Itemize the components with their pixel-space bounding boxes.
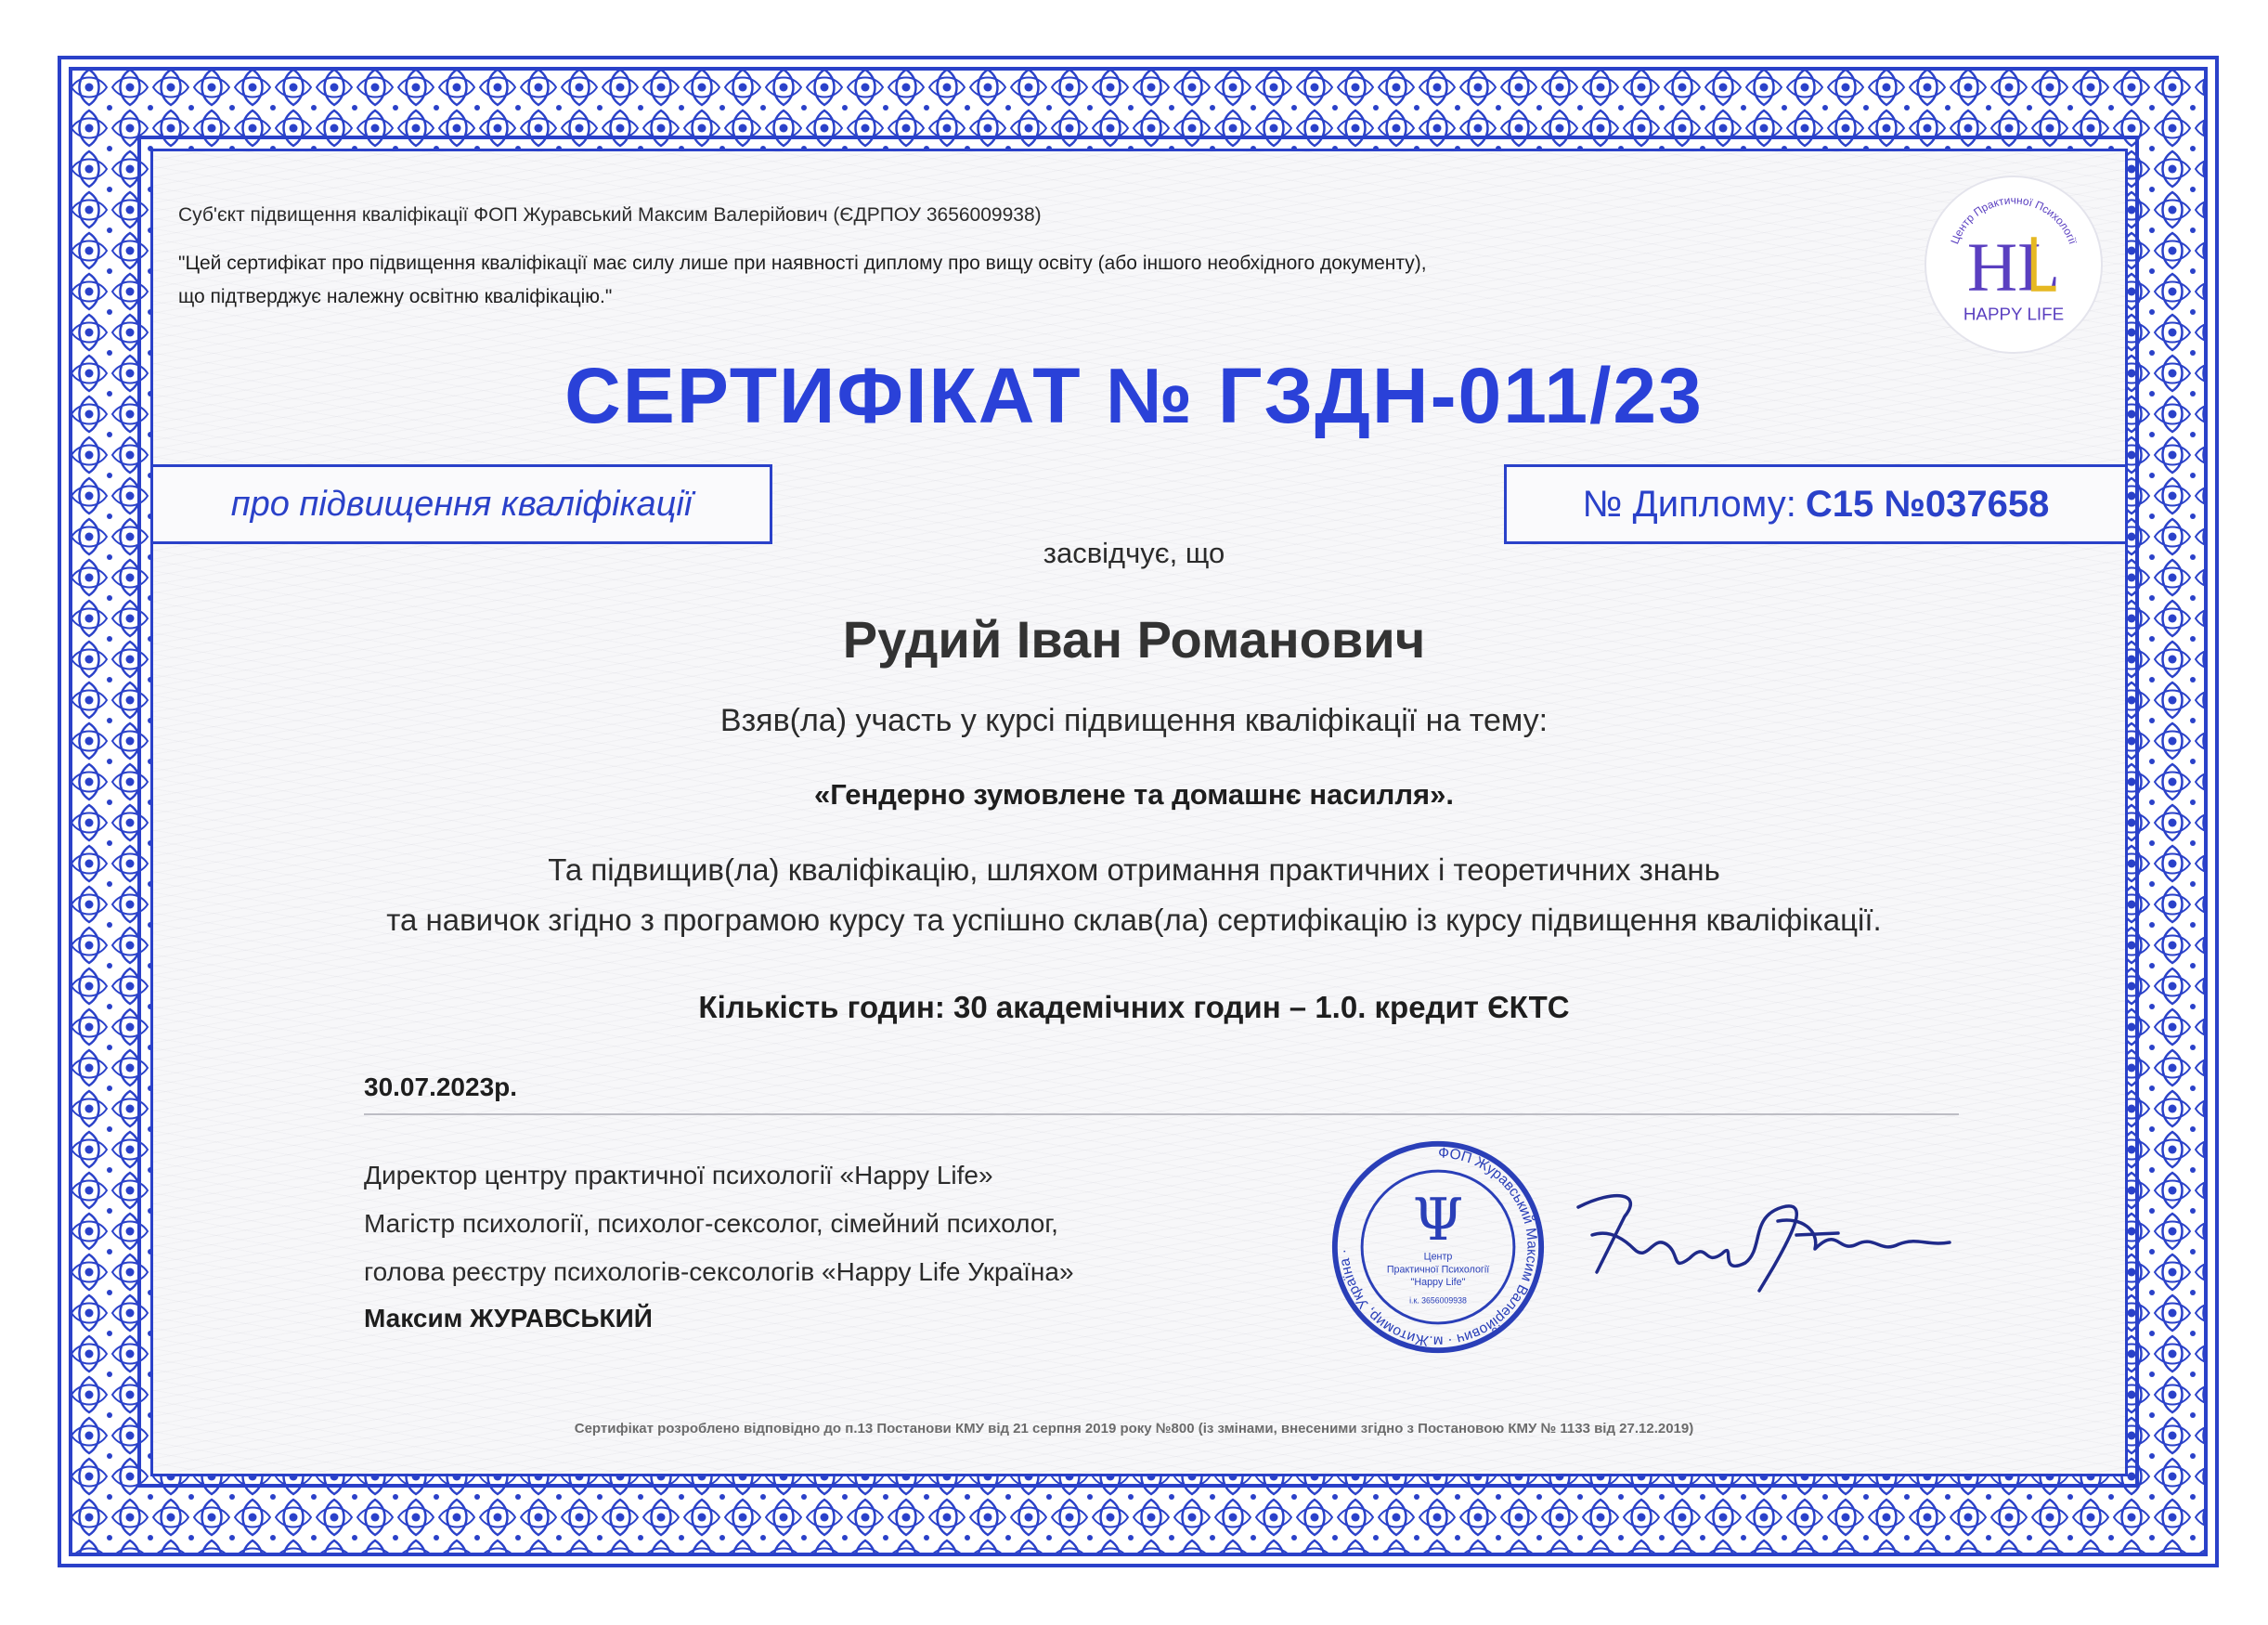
director-title-line-1: Директор центру практичної психології «Happy Life» bbox=[364, 1161, 993, 1190]
diploma-number-box bbox=[1504, 464, 2128, 544]
course-topic: «Гендерно зумовлене та домашнє насилля». bbox=[814, 778, 1454, 811]
issue-date: 30.07.2023р. bbox=[364, 1072, 518, 1101]
director-title-line-2: Магістр психології, психолог-сексолог, сімейний психолог, bbox=[364, 1209, 1058, 1238]
certifies-text: засвідчує, що bbox=[1043, 537, 1225, 569]
recipient-name: Рудий Іван Романович bbox=[842, 610, 1426, 669]
diploma-label: № Диплому: bbox=[1582, 483, 1796, 525]
validity-note bbox=[178, 247, 1427, 314]
certificate-title: СЕРТИФІКАТ № ГЗДН-011/23 bbox=[564, 352, 1704, 439]
diploma-number: С15 №037658 bbox=[1805, 483, 2050, 525]
logo-ring-text: Центр Практичної Психології bbox=[1948, 193, 2080, 246]
issuer-subject-text: Суб'єкт підвищення кваліфікації ФОП Журавський Максим Валерійович (ЄДРПОУ 3656009938) bbox=[178, 204, 1042, 226]
body-text-line-1: Та підвищив(ла) кваліфікацію, шляхом отримання практичних і теоретичних знань bbox=[548, 852, 1720, 887]
psi-symbol-icon: Ψ bbox=[1412, 1186, 1464, 1254]
happy-life-logo bbox=[1922, 173, 2106, 357]
participation-text: Взяв(ла) участь у курсі підвищення кваліфікації на тему: bbox=[719, 703, 1549, 738]
certificate-subtitle: про підвищення кваліфікації bbox=[230, 484, 693, 524]
logo-letters: HL bbox=[1966, 228, 2061, 306]
validity-note-line-1: "Цей сертифікат про підвищення кваліфікації має силу лише при наявності диплому про вищу освіту (або іншого необхідного документу), bbox=[178, 253, 1427, 274]
body-text-line-2: та навичок згідно з програмою курсу та успішно склав(ла) сертифікацію із курсу підвищення кваліфікації. bbox=[386, 903, 1882, 937]
director-name: Максим ЖУРАВСЬКИЙ bbox=[364, 1304, 653, 1332]
director-title-line-3: голова реєстру психологів-сексологів «Happy Life Україна» bbox=[364, 1257, 1074, 1286]
stamp-code: і.к. 3656009938 bbox=[1409, 1295, 1467, 1306]
director-signature bbox=[1560, 1179, 1959, 1300]
divider-line bbox=[364, 1113, 1959, 1115]
stamp-center-line-1: Центр bbox=[1423, 1251, 1453, 1263]
stamp-center-line-2: Практичної Психології bbox=[1386, 1264, 1490, 1276]
official-stamp bbox=[1329, 1138, 1547, 1356]
logo-name: HAPPY LIFE bbox=[1963, 304, 2065, 324]
stamp-ring-text: ФОП Журавський Максим Валерійович · м.Житомир, Україна · bbox=[1336, 1145, 1540, 1349]
hours-credits: Кількість годин: 30 академічних годин – 1.0. кредит ЄКТС bbox=[698, 990, 1570, 1024]
subtitle-box bbox=[150, 464, 772, 544]
legal-footnote: Сертифікат розроблено відповідно до п.13 Постанови КМУ від 21 серпня 2019 року №800 (із змінами, внесеними згідно з Постановою КМУ № 1133 від 27.12.2019) bbox=[574, 1421, 1694, 1436]
stamp-center-line-3: "Happy Life" bbox=[1410, 1276, 1466, 1288]
validity-note-line-2: що підтверджує належну освітню кваліфікацію." bbox=[178, 286, 613, 307]
